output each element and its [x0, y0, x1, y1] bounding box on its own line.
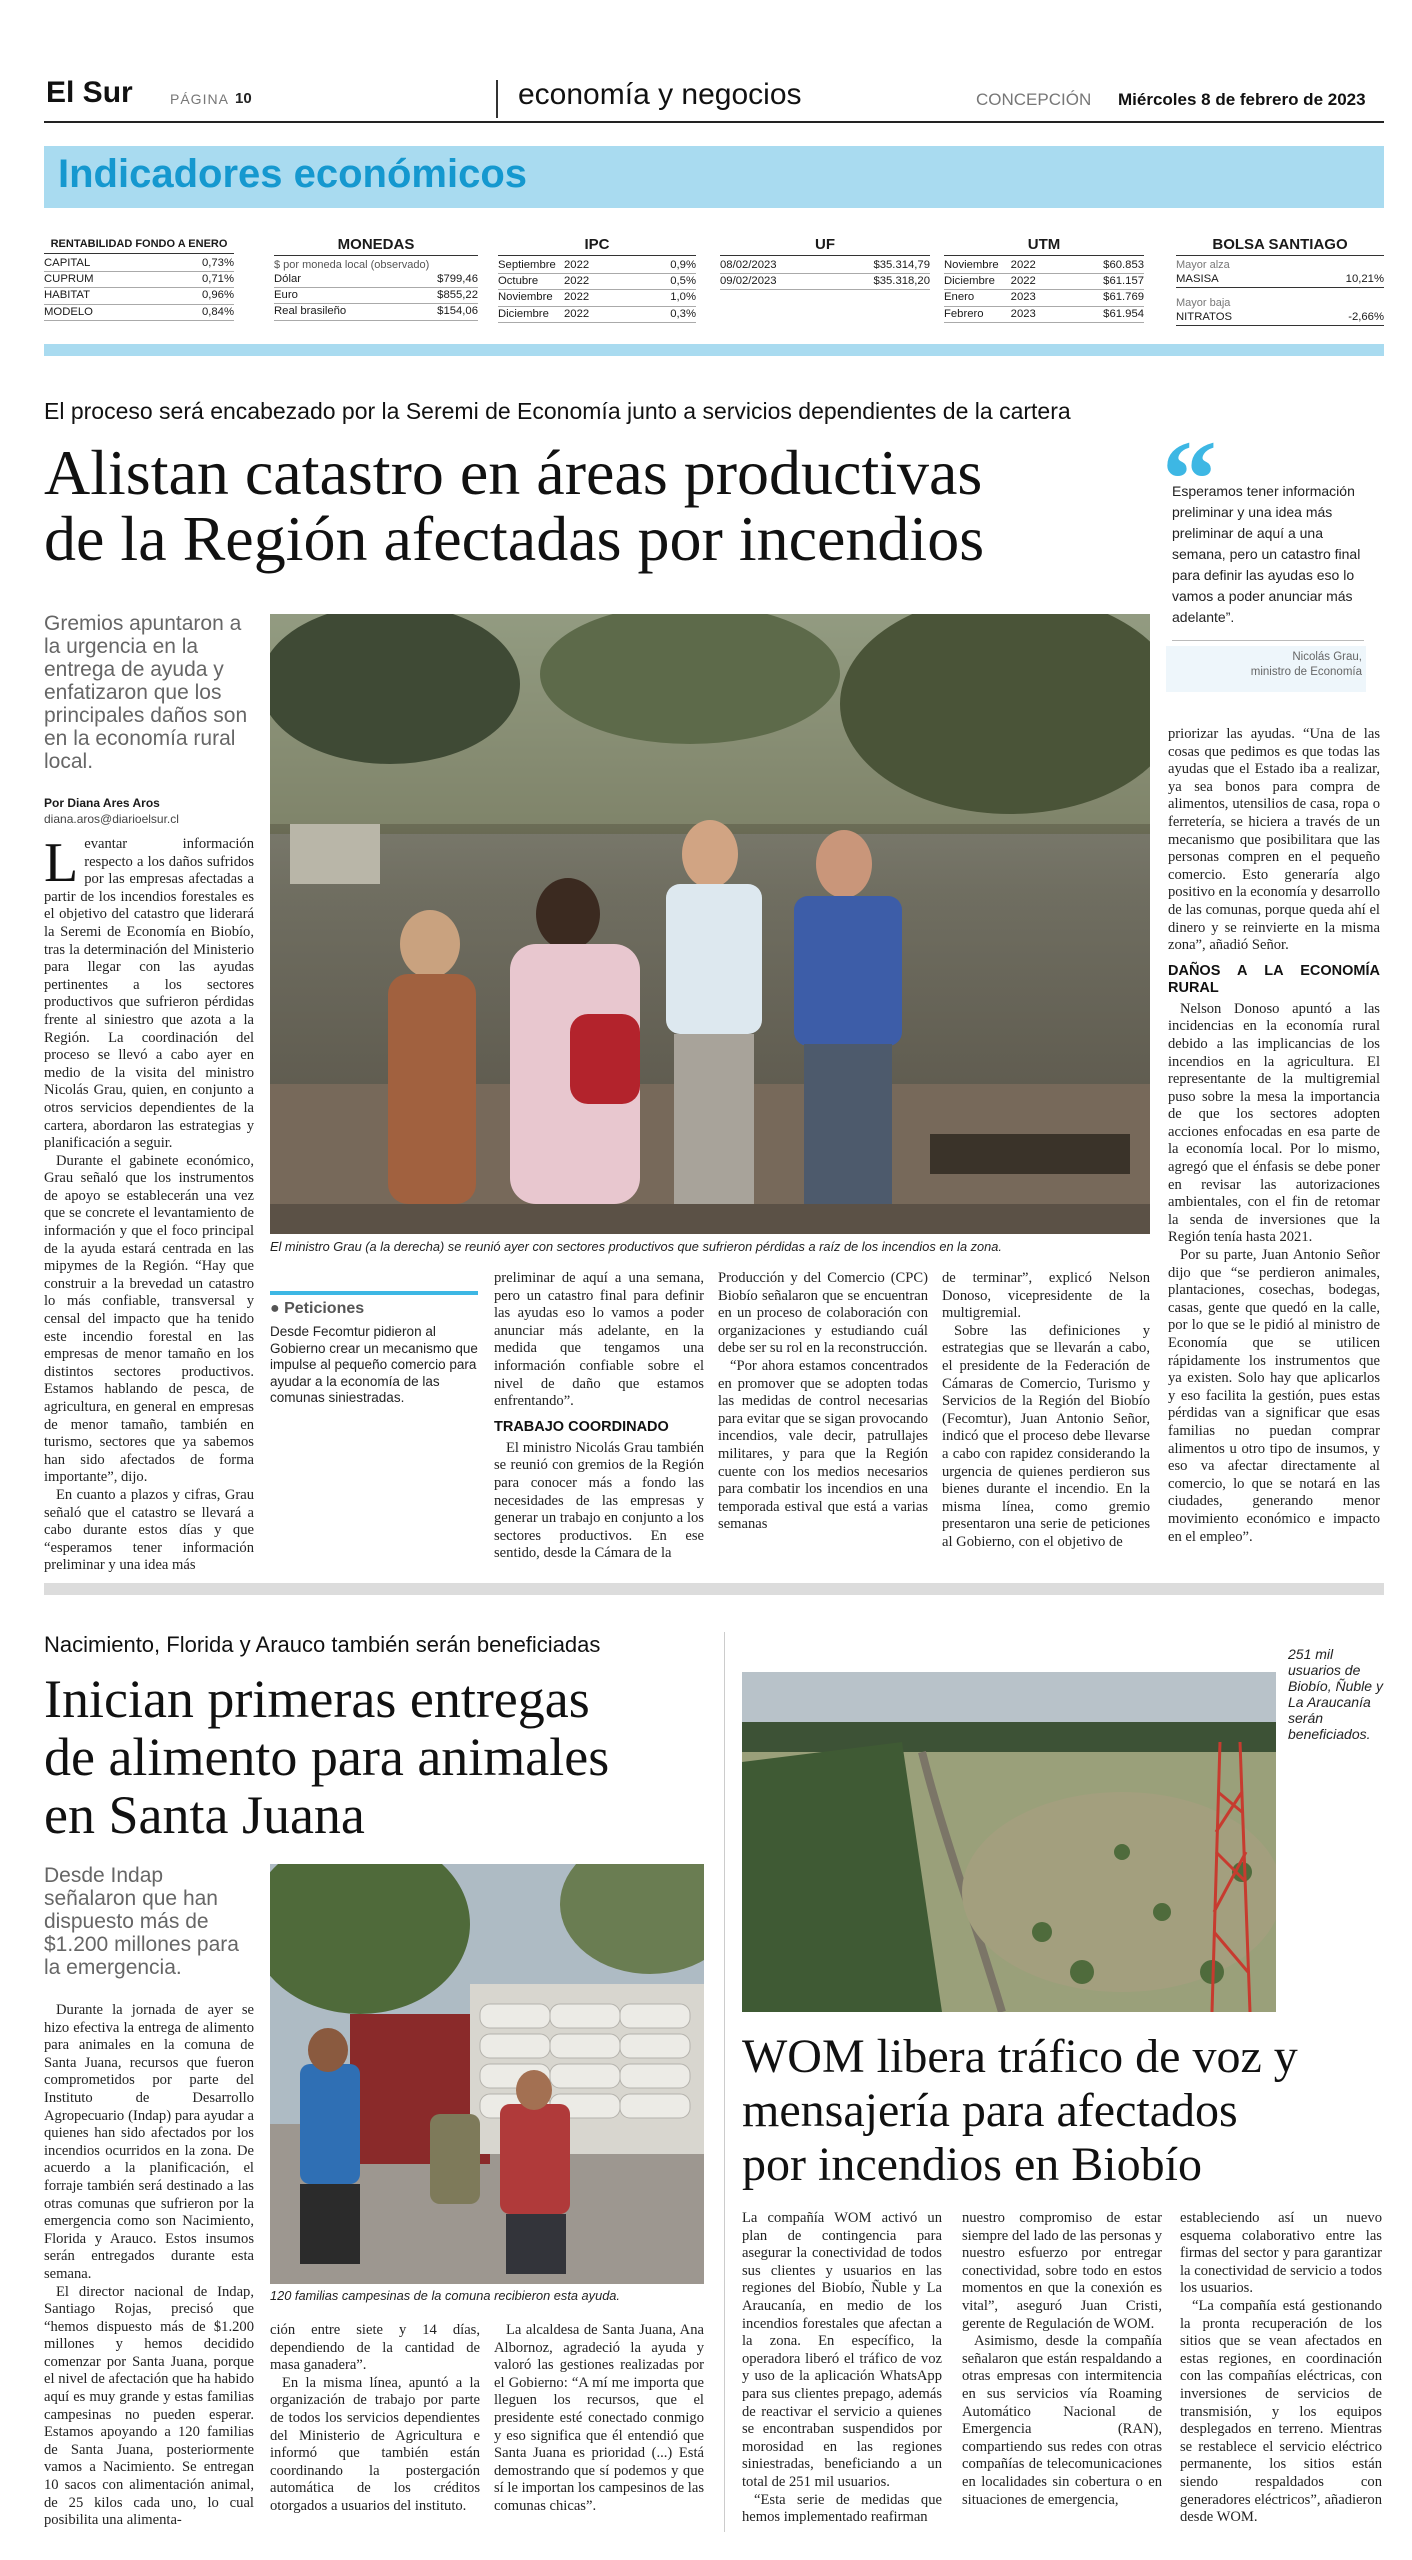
table-row: Diciembre 2022 $61.157 [944, 274, 1144, 290]
article1-column-4 [718, 1270, 928, 1534]
article2-caption: 120 familias campesinas de la comuna recibieron esta ayuda. [270, 2288, 620, 2303]
paragraph: “La compañía está gestionando la pronta recuperación de los sitios que se vean afectados en estas regiones, en coordinación con las compañías eléctricas, con inversiones de servicios de transmisión, y los equipos desplegados en terreno. Mientras se restablece el servicio eléctrico permanente, los sitios están siendo respaldados con generadores eléctricos”, añadieron desde WOM. [1180, 2297, 1382, 2526]
quote-mark-icon: “ [1162, 418, 1217, 540]
table-row: 08/02/2023 $35.314,79 [720, 258, 930, 274]
table-row: Dólar $799,46 [274, 272, 478, 288]
city-label: CONCEPCIÓN [976, 90, 1092, 109]
article2-photo [270, 1864, 704, 2284]
table-row: CAPITAL 0,73% [44, 256, 234, 272]
quote-attribution: Nicolás Grau, ministro de Economía [1250, 651, 1362, 678]
paragraph: En la misma línea, apuntó a la organización de trabajo por parte de todos los servicios dependientes del Ministerio de Agricultura e informó que también están coordinando la postergación automática de los créditos otorgados a usuarios del instituto. [270, 2374, 480, 2514]
box-rule [270, 1291, 478, 1295]
subheading: DAÑOS A LA ECONOMÍA RURAL [1168, 962, 1380, 996]
article2-title: Inician primeras entregas de alimento para animales en Santa Juana [44, 1669, 610, 1845]
table-row: Real brasileño $154,06 [274, 304, 478, 320]
article1-title: Alistan catastro en áreas productivas de la Región afectadas por incendios [44, 437, 985, 574]
article1-kicker: El proceso será encabezado por la Seremi de Economía junto a servicios dependientes de la cartera [44, 398, 1071, 424]
article2-kicker: Nacimiento, Florida y Arauco también serán beneficiadas [44, 1632, 601, 1657]
paragraph: priorizar las ayudas. “Una de las cosas que pedimos es que todas las ayudas que el Estado iba a realizar, ya sea bonos para compra de alimentos, utensilios de casa, ropa o ferretería, se hiciera a través de un mecanismo que posibilitara que las personas compren en el pequeño comercio. Esto generaría algo positivo en la economía y desarrollo de las comunas, porque queda ahí el dinero y se reinvierte en la misma zona”, añadió Señor. [1168, 726, 1380, 954]
paragraph: “Esta serie de medidas que hemos implementado reafirman [742, 2491, 942, 2526]
article1-photo [270, 614, 1150, 1234]
masthead-name: El Sur [46, 76, 133, 109]
bolsa-up-label: Mayor alza [1176, 259, 1230, 271]
article1-lead: Gremios apuntaron a la urgencia en la entrega de ayuda y enfatizaron que los principales daños son en la economía rural local. [44, 612, 248, 773]
bolsa-title: BOLSA SANTIAGO [1176, 236, 1384, 256]
box-text: Desde Fecomtur pidieron al Gobierno crear un mecanismo que impulse al pequeño comercio para ayudar a la economía de las comunas siniestradas. [270, 1324, 478, 1405]
article3-photo-caption: 251 mil usuarios de Biobío, Ñuble y La Araucanía serán beneficiados. [1288, 1646, 1383, 1742]
antenna-aerial-image [742, 1672, 1276, 2012]
ipc-title: IPC [498, 236, 696, 256]
table-row: Euro $855,22 [274, 288, 478, 304]
article3-column-1 [742, 2210, 942, 2527]
paragraph: nuestro compromiso de estar siempre del lado de las personas y nuestro esfuerzo por entregar conectividad, sobre todo en estos momentos en que la conexión es vital”, aseguró Juan Cristi, gerente de Regulación de WOM. [962, 2210, 1162, 2332]
rentabilidad-title: RENTABILIDAD FONDO A ENERO [44, 238, 234, 254]
table-row: HABITAT 0,96% [44, 288, 234, 304]
paragraph: estableciendo así un nuevo esquema colaborativo entre las firmas del sector y para garantizar la conectividad de servicio a todos los usuarios. [1180, 2210, 1382, 2297]
table-row: Enero 2023 $61.769 [944, 290, 1144, 306]
table-row: Febrero 2023 $61.954 [944, 307, 1144, 323]
article2-column-3 [494, 2322, 704, 2516]
header-divider [496, 80, 498, 118]
paragraph: Durante el gabinete económico, Grau señaló que los instrumentos de apoyo se establecerán una vez que se concrete el levantamiento de información y que el foco principal de la ayuda estará centrada en las mipymes de la Región. “Hay que construir a la brevedad un catastro lo más confiable, transversal y censal del impacto que ha tenido este incendio forestal en las empresas de menor tamaño en los distintos sectores productivos. Estamos hablando de pesca, de agricultura, en general en empresas de menor tamaño, también en turismo, sectores que ya sabemos han sido afectados de forma importante”, dijo. [44, 1152, 254, 1486]
section-title: economía y negocios [518, 78, 802, 111]
indicators-title: Indicadores económicos [58, 152, 528, 196]
paragraph: El director nacional de Indap, Santiago Rojas, precisó que “hemos dispuesto más de $1.200 millones y hemos decidido comenzar por Santa Juana, porque el nivel de afectación que ha habido aquí es muy grande y estas familias campesinas no pueden esperar. Estamos apoyando a 120 familias de Santa Juana, posteriormente vamos a Nacimiento. Se entregan 10 sacos con alimentación animal, de 25 kilos cada uno, lo cual posibilita una alimenta- [44, 2283, 254, 2529]
table-row: CUPRUM 0,71% [44, 272, 234, 288]
bolsa-down-label: Mayor baja [1176, 297, 1231, 310]
article1-column-5 [942, 1270, 1150, 1552]
article2-column-1 [44, 2002, 254, 2530]
table-row: Septiembre 2022 0,9% [498, 258, 696, 274]
article3-column-3 [1180, 2210, 1382, 2527]
paragraph: “Por ahora estamos concentrados en promover que se adopten todas las medidas de control necesarias para evitar que se sigan provocando incendios, vale decir, patrullajes militares, y para que la Región cuente con los medios necesarios para combatir los incendios en una temporada estival que está a varias semanas [718, 1357, 928, 1533]
byline-email: diana.aros@diarioelsur.cl [44, 812, 179, 826]
uf-table [720, 236, 930, 290]
table-row: Noviembre 2022 $60.853 [944, 258, 1144, 274]
paragraph: ción entre siete y 14 días, dependiendo de la cantidad de masa ganadera”. [270, 2322, 480, 2374]
page-label: PÁGINA [170, 91, 229, 107]
article3-column-2 [962, 2210, 1162, 2509]
paragraph: La compañía WOM activó un plan de contingencia para asegurar la conectividad de todos sus clientes y usuarios en las regiones del Biobío, Ñuble y La Araucanía, en medio de los incendios forestales que afectan a la zona. En específico, la operadora liberó el tráfico de voz y uso de la aplicación WhatsApp para sus clientes prepago, además de reactivar el servicio a quienes se encontraban suspendidos por morosidad en las regiones siniestradas, beneficiando a un total de 251 mil usuarios. [742, 2210, 942, 2490]
table-row: MASISA 10,21% [1176, 272, 1384, 288]
byline: Por Diana Ares Aros [44, 796, 160, 810]
article1-caption: El ministro Grau (a la derecha) se reunió ayer con sectores productivos que sufrieron pérdidas a raíz de los incendios en la zona. [270, 1239, 1002, 1254]
page-number: 10 [235, 90, 252, 107]
paragraph: preliminar de aquí a una semana, pero un catastro final para definir las ayudas eso lo vamos a poder anunciar más adelante, en la medida que tengamos una información confiable sobre el nivel de daño que estamos enfrentando”. [494, 1270, 704, 1410]
paragraph: En cuanto a plazos y cifras, Grau señaló que el catastro se llevará a cabo durante estos días y que “esperamos tener información preliminar y una idea más [44, 1486, 254, 1574]
paragraph: Durante la jornada de ayer se hizo efectiva la entrega de alimento para animales en la comuna de Santa Juana, recursos que fueron comprometidos por parte del Instituto de Desarrollo Agropecuario (Indap) para ayudar a quienes han sido afectados por los incendios ocurridos en la zona. De acuerdo a la planificación, el forraje también será destinado a las otras comunas que sufrieron por la emergencia como son Nacimiento, Florida y Arauco. Estos insumos serán entregados durante esta semana. [44, 2002, 254, 2282]
section-divider [44, 1583, 1384, 1595]
paragraph: Nelson Donoso apuntó a las incidencias en la economía rural debido a las implicancias de los incendios en la agricultura. El representante de la multigremial puso sobre la mesa la importancia de que los sectores adopten acciones enfocadas en esa parte de la economía local. Por lo mismo, agregó que el énfasis se debe poner en revisar las autorizaciones ambientales, con el fin de retomar la senda de inversiones que la Región tenía hasta 2021. [1168, 1000, 1380, 1246]
paragraph: evantar información respecto a los daños sufridos por las empresas afectadas a partir de los incendios forestales es el objetivo del catastro que liderará la Seremi de Economía en Biobío, tras la determinación del Ministerio para llegar con las ayudas pertinentes a los sectores productivos que sufrieron pérdidas frente al siniestro que azota a la Región. La coordinación del proceso se llevó a cabo ayer en medio de la visita del ministro Nicolás Grau, quien, en conjunto a otros servicios dependientes de la cartera, abordaron las estrategias y planificación a seguir. [44, 836, 254, 1152]
table-row: Noviembre 2022 1,0% [498, 290, 696, 306]
article1-column-6 [1168, 726, 1380, 1546]
box-title: ● Peticiones [270, 1300, 365, 1317]
table-row: Octubre 2022 0,5% [498, 274, 696, 290]
monedas-table [274, 236, 478, 321]
paragraph: Sobre las definiciones y estrategias que se llevarán a cabo, el presidente de la Federación de Cámaras de Comercio, Turismo y Servicios de la Región del Biobío (Fecomtur), Juan Antonio Señor, indicó que el proceso debe llevarse a cabo con rapidez considerando la urgencia de quienes perdieron sus bienes durante el incendio. En la misma línea, como gremio presentaron una serie de peticiones al Gobierno, con el objetivo de [942, 1322, 1150, 1550]
utm-title: UTM [944, 236, 1144, 256]
food-delivery-image [270, 1864, 704, 2284]
article3-title: WOM libera tráfico de voz y mensajería para afectados por incendios en Biobío [742, 2030, 1298, 2191]
date-label: Miércoles 8 de febrero de 2023 [1118, 90, 1366, 109]
utm-table [944, 236, 1144, 323]
article1-column-1 [44, 832, 254, 1575]
subheading: TRABAJO COORDINADO [494, 1418, 669, 1435]
monedas-title: MONEDAS [274, 236, 478, 256]
indicators-bottom-rule [44, 344, 1384, 356]
column-divider [724, 1632, 725, 2532]
paragraph: de terminar”, explicó Nelson Donoso, vicepresidente de la multigremial. [942, 1270, 1150, 1322]
table-row: 09/02/2023 $35.318,20 [720, 274, 930, 290]
table-row: MODELO 0,84% [44, 305, 234, 321]
table-row: Diciembre 2022 0,3% [498, 307, 696, 323]
ipc-table [498, 236, 696, 323]
meeting-photo-image [270, 614, 1150, 1234]
uf-title: UF [720, 236, 930, 256]
paragraph: La alcaldesa de Santa Juana, Ana Albornoz, agradeció la ayuda y valoró las gestiones realizadas por el Gobierno: “A mí me importa que lleguen los recursos, que el presidente esté conectado conmigo y eso significa que él entendió que Santa Juana es prioridad (...) Está demostrando que sí podemos y que sí le importan los campesinos de las comunas chicas”. [494, 2322, 704, 2514]
paragraph: Por su parte, Juan Antonio Señor dijo que “se perdieron animales, plantaciones, cosechas, bodegas, casas, gente que quedó en la calle, por lo que se le pidió al ministro de Economía que se utilicen rápidamente los instrumentos que ya existen. Solo hay que aplicarlos y eso facilita la gestión, pues estas pérdidas van a significar que esas familias no puedan comprar alimentos u otro tipo de insumos, y eso va afectar directamente al comercio, lo que se notará en las ciudades, generando menor movimiento económico e impacto en el empleo”. [1168, 1247, 1380, 1545]
bolsa-table [1176, 236, 1384, 326]
paragraph: Asimismo, desde la compañía señalaron que están respaldando a otras empresas con intermitencia en sus servicios vía Roaming Automático Nacional de Emergencia (RAN), compartiendo sus redes con otras compañías de telecomunicaciones en localidades sin cobertura o en situaciones de emergencia, [962, 2333, 1162, 2508]
rentabilidad-table [44, 238, 234, 321]
article3-photo [742, 1672, 1276, 2012]
paragraph: El ministro Nicolás Grau también se reunió con gremios de la Región para conocer más a fondo las necesidades de las empresas y generar un trabajo en conjunto a los sectores productivos. En ese sentido, desde la Cámara de la [494, 1439, 704, 1562]
paragraph: Producción y del Comercio (CPC) Biobío señalaron que se encuentran en un proceso de colaboración con organizaciones y estudiando cuál debe ser su rol en la reconstrucción. [718, 1270, 928, 1357]
article2-column-2 [270, 2322, 480, 2516]
article1-column-3 [494, 1270, 704, 1563]
article2-lead: Desde Indap señalaron que han dispuesto más de $1.200 millones para la emergencia. [44, 1864, 239, 1979]
monedas-subtitle: $ por moneda local (observado) [274, 259, 430, 271]
table-row: NITRATOS -2,66% [1176, 310, 1384, 326]
pull-quote: Esperamos tener información preliminar y una idea más preliminar de aquí a una semana, pero un catastro final para definir las ayudas eso lo vamos a poder anunciar más adelante”. [1172, 481, 1364, 641]
dropcap: L [44, 832, 79, 894]
header-rule [44, 121, 1384, 123]
